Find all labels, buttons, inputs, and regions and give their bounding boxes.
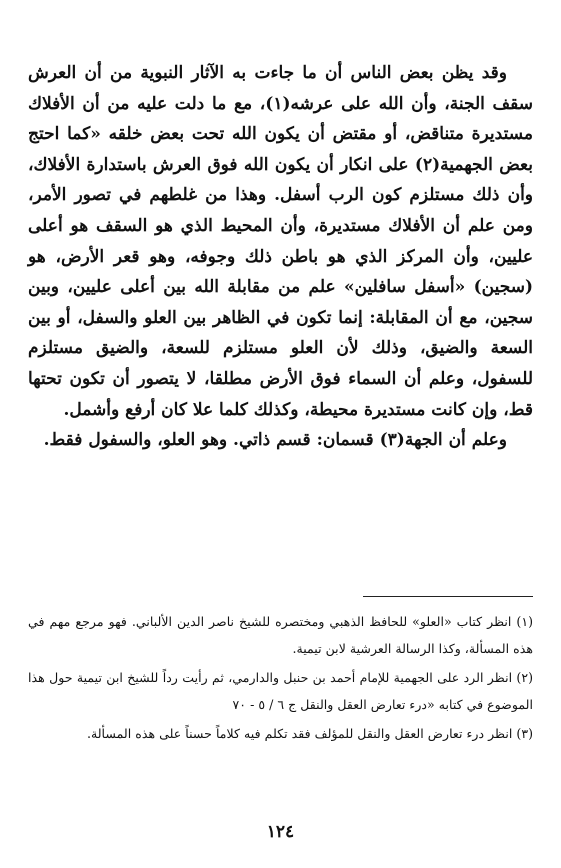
main-text [28, 58, 533, 456]
paragraph-2: وعلم أن الجهة(٣) قسمان: قسم ذاتي. وهو العلو، والسفول فقط. [43, 430, 507, 451]
footnote-2: (٢) انظر الرد على الجهمية للإمام أحمد بن حنبل والدارمي، ثم رأيت رداً للشيخ ابن تيمية حول هذا الموضوع في كتابه «درء تعارض العقل والنقل ج ٦ / ٥ - ٧٠ [28, 670, 533, 712]
paragraph-1: وقد يظن بعض الناس أن ما جاءت به الآثار النبوية من أن العرش سقف الجنة، وأن الله على عرشه(١)، مع ما دلت عليه من أن الأفلاك مستديرة متناقض، أو مقتض أن يكون الله تحت بعض خلقه «كما احتج بعض الجهمية(٢) على انكار أن يكون الله فوق العرش باستدارة الأفلاك، وأن ذلك مستلزم كون الرب أسفل. وهذا من غلطهم في تصور الأمر، ومن علم أن الأفلاك مستديرة، وأن المحيط الذي هو السقف هو أعلى عليين، وأن المركز الذي هو باطن ذلك وجوفه، وهو قعر الأرض، هو (سجين) «أسفل سافلين» علم من مقابلة الله بين أعلى عليين، وبين سجين، مع أن المقابلة: إنما تكون في الظاهر بين العلو والسفل، أو بين السعة والضيق، وذلك لأن العلو مستلزم للسعة، والضيق مستلزم للسفول، وعلم أن السماء فوق الأرض مطلقا، لا يتصور أن تكون تحتها قط، وإن كانت مستديرة محيطة، وكذلك كلما علا كان أرفع وأشمل. [28, 63, 533, 420]
footnote-separator [363, 596, 533, 597]
page-number: ١٢٤ [266, 822, 295, 842]
footnote-3: (٣) انظر درء تعارض العقل والنقل للمؤلف فقد تكلم فيه كلاماً حسناً على هذه المسألة. [86, 726, 533, 741]
footnote-1: (١) انظر كتاب «العلو» للحافظ الذهبي ومختصره للشيخ ناصر الدين الألباني. فهو مرجع مهم في هذه المسألة، وكذا الرسالة العرشية لابن تيمية. [28, 614, 533, 656]
footnotes [28, 608, 533, 749]
